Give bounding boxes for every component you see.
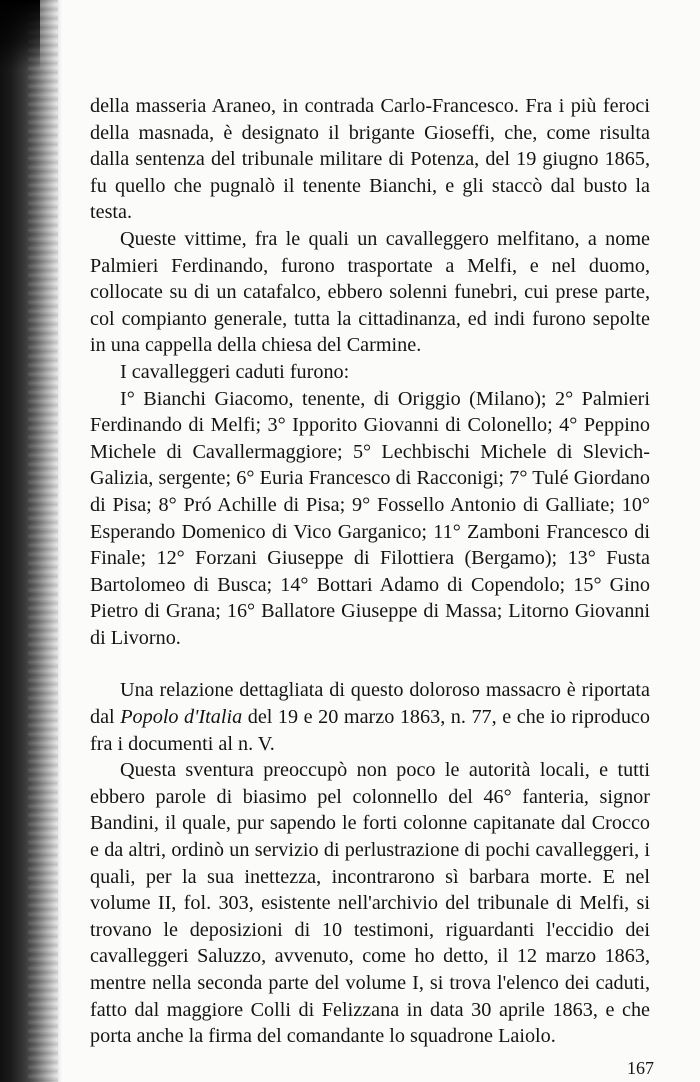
- relazione-text-after: del 19 e 20 marzo 1863, n. 77, e che io riproduco fra i documenti al n. V.: [90, 706, 650, 755]
- newspaper-title: Popolo d'Italia: [120, 706, 243, 729]
- paragraph-fallen-heading: I cavalleggeri caduti furono:: [120, 360, 350, 383]
- relazione-text-before: Una relazione dettagliata di questo doloroso massacro è riportata dal: [90, 679, 650, 729]
- paragraph-victims: Queste vittime, fra le quali un cavalleggero melfitano, a nome Palmieri Ferdinando, furono trasportate a Melfi, e nel duomo, collocate su di un catafalco, ebbero solenni funebri, cui prese parte, col compianto generale, tutta la cittadinanza, ed indi furono sepolte in una cappella della chiesa del Carmine.: [90, 227, 650, 357]
- paragraph-fallen-list: I° Bianchi Giacomo, tenente, di Origgio (Milano); 2° Palmieri Ferdinando di Melfi; 3° Ipporito Giovanni di Colonello; 4° Peppino Michele di Cavallermaggiore; 5° Lechbischi Michele di Slevich-Galizia, sergente; 6° Euria Francesco di Racconigi; 7° Tulé Giordano di Pisa; 8° Pró Achille di Pisa; 9° Fossello Antonio di Galliate; 10° Esperando Domenico di Vico Garganico; 11° Zamboni Francesco di Finale; 12° Forzani Giuseppe di Filottiera (Bergamo); 13° Fusta Bartolomeo di Busca; 14° Bottari Adamo di Copendolo; 15° Gino Pietro di Grana; 16° Ballatore Giuseppe di Massa; Litorno Giovanni di Livorno.: [90, 387, 650, 649]
- paragraph-sventura: Questa sventura preoccupò non poco le autorità locali, e tutti ebbero parole di biasimo pel colonnello del 46° fanteria, signor Bandini, il quale, pur sapendo le forti colonne capitanate dal Crocco e da altri, ordinò un servizio di perlustrazione di pochi cavalleggeri, i quali, per la sua inettezza, incontrarono sì barbara morte. E nel volume II, fol. 303, esistente nell'archivio del tribunale di Melfi, si trovano le deposizioni di 10 testimoni, riguardanti l'eccidio dei cavalleggeri Saluzzo, avvenuto, come ho detto, il 12 marzo 1863, mentre nella seconda parte del volume I, si trova l'elenco dei caduti, fatto dal maggiore Colli di Felizzana in data 30 aprile 1863, e che porta anche la firma del comandante lo squadrone Laiolo.: [90, 759, 650, 1048]
- paragraph-continuation: della masseria Araneo, in contrada Carlo-Francesco. Fra i più feroci della masnada, è designato il brigante Gioseffi, che, come risulta dalla sentenza del tribunale militare di Potenza, del 19 giugno 1865, fu quello che pugnalò il tenente Bianchi, e gli staccò dal busto la testa.: [90, 95, 650, 224]
- binding-texture: [28, 0, 58, 1082]
- paragraph-relazione: [90, 677, 650, 757]
- paragraph-gap: [90, 651, 650, 677]
- body-text: [90, 93, 650, 1050]
- binding-shadow: [0, 0, 40, 70]
- page-number: 167: [627, 1058, 654, 1078]
